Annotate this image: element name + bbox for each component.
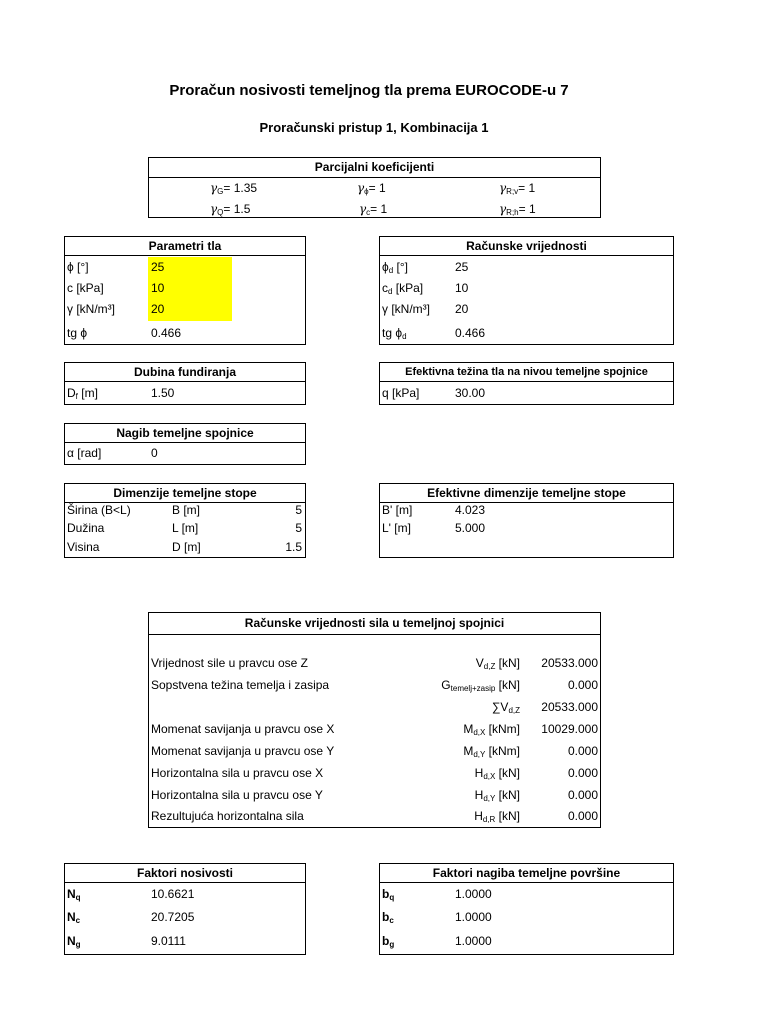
page-subtitle: Proračunski pristup 1, Kombinacija 1 [259,120,489,135]
dim-length-unit: L [m] [172,521,199,535]
gamma-phi-value: 1 [379,181,386,195]
bc-label: $b_c$ [382,910,394,925]
bc-value: 1.0000 [455,910,492,924]
design-gamma-value: 20 [455,302,469,316]
force-vz-symbol: $V_{d,Z}$ [kN] [475,656,520,671]
gamma-q-value: 1.5 [233,202,251,216]
design-values-header: Računske vrijednosti [379,236,674,256]
eff-width-unit: B' [m] [382,503,413,517]
dim-length-value: 5 [295,521,302,535]
soil-parameters-header: Parametri tla [64,236,306,256]
nc-value: 20.7205 [151,910,195,924]
nq-label: $N_q$ [67,887,81,902]
design-gamma-label: γ [kN/m³] [382,302,430,316]
design-c-label: $c_d$ [kPa] [382,281,424,296]
design-phi-label: $\phi_d$ [°] [382,260,408,275]
eff-width-value: 4.023 [455,503,486,517]
force-sum-symbol: $\sum V_{d,Z}$ [491,700,520,715]
force-hr-symbol: $H_{d,R}$ [kN] [474,809,520,824]
foundation-depth-value: 1.50 [151,386,175,400]
dim-length-name: Dužina [67,521,105,535]
soil-c-label: c [kPa] [67,281,104,295]
page-title: Proračun nosivosti temeljnog tla prema EUROCODE-u 7 [169,82,569,99]
gamma-c-label: $\gamma_c= 1$ [359,202,388,217]
design-tg-value: 0.466 [455,326,486,340]
soil-phi-label: ϕ [°] [67,260,89,274]
soil-gamma-label: γ [kN/m³] [67,302,115,316]
nc-label: $N_c$ [67,910,81,925]
dim-height-unit: D [m] [172,540,201,554]
force-my-symbol: $M_{d,Y}$ [kNm] [463,744,520,759]
force-hy-value: 0.000 [567,788,598,802]
effective-dimensions-box [379,502,674,558]
design-forces-header: Računske vrijednosti sila u temeljnoj spojnici [148,612,601,635]
dim-width-value: 5 [295,503,302,517]
nq-value: 10.6621 [151,887,195,901]
design-phi-value: 25 [455,260,469,274]
foundation-depth-label: $D_f$ [m] [67,386,98,401]
force-mx-symbol: $M_{d,X}$ [kNm] [463,722,520,737]
partial-coefficients-header: Parcijalni koeficijenti [148,157,601,178]
eff-length-value: 5.000 [455,521,486,535]
force-vz-name: Vrijednost sile u pravcu ose Z [151,656,308,670]
force-hx-symbol: $H_{d,X}$ [kN] [474,766,520,781]
bg-label: $b_g$ [382,934,395,949]
foundation-depth-box [64,381,306,405]
foundation-depth-header: Dubina fundiranja [64,362,306,382]
force-g-symbol: $G_{temelj+zasip}$ [kN] [441,678,520,693]
bg-value: 1.0000 [455,934,492,948]
force-g-value: 0.000 [567,678,598,692]
force-hy-symbol: $H_{d,Y}$ [kN] [474,788,520,803]
base-slope-header: Nagib temeljne spojnice [64,423,306,443]
gamma-rh-value: 1 [528,202,536,216]
force-hx-name: Horizontalna sila u pravcu ose X [151,766,324,780]
gamma-g-label: $\gamma_G= 1.35$ [210,181,258,196]
inclination-factors-box [379,882,674,955]
gamma-rh-label: $\gamma_{R;h}= 1$ [499,202,536,217]
force-mx-name: Momenat savijanja u pravcu ose X [151,722,335,736]
force-mx-value: 10029.000 [541,722,598,736]
dim-width-unit: B [m] [172,503,201,517]
gamma-q-label: $\gamma_Q= 1.5$ [210,202,251,217]
gamma-c-value: 1 [380,202,388,216]
inclination-factors-header: Faktori nagiba temeljne površine [379,863,674,883]
bq-label: $b_q$ [382,887,395,902]
design-c-value: 10 [455,281,469,295]
base-slope-label: α [rad] [67,446,102,460]
soil-tg-value: 0.466 [151,326,182,340]
dim-height-value: 1.5 [285,540,302,554]
force-hx-value: 0.000 [567,766,598,780]
bearing-factors-header: Faktori nosivosti [64,863,306,883]
force-hr-value: 0.000 [567,809,598,823]
gamma-rv-label: $\gamma_{R;v}= 1$ [499,181,536,196]
design-tg-label: tg $\phi_d$ [382,326,407,341]
force-sum-value: 20533.000 [541,700,598,714]
soil-c-value[interactable]: 10 [151,281,165,295]
effective-weight-header: Efektivna težina tla na nivou temeljne spojnice [379,362,674,382]
effective-dimensions-header: Efektivne dimenzije temeljne stope [379,483,674,503]
soil-gamma-value[interactable]: 20 [151,302,165,316]
ng-label: $N_g$ [67,934,81,949]
dim-width-name: Širina (B<L) [67,503,131,517]
effective-weight-box [379,381,674,405]
eff-length-unit: L' [m] [382,521,411,535]
soil-phi-value[interactable]: 25 [151,260,165,274]
soil-tg-label: tg ϕ [67,326,88,340]
ng-value: 9.0111 [151,934,186,948]
force-hr-name: Rezultujuća horizontalna sila [151,809,304,823]
dim-height-name: Visina [67,540,100,554]
footing-dimensions-header: Dimenzije temeljne stope [64,483,306,503]
force-g-name: Sopstvena težina temelja i zasipa [151,678,330,692]
gamma-rv-value: 1 [528,181,536,195]
design-values-box [379,255,674,345]
base-slope-value: 0 [151,446,158,460]
gamma-g-value: 1.35 [233,181,258,195]
force-hy-name: Horizontalna sila u pravcu ose Y [151,788,323,802]
effective-weight-value: 30.00 [455,386,486,400]
gamma-phi-label: $\gamma_\phi= 1$ [357,181,386,196]
force-vz-value: 20533.000 [541,656,598,670]
effective-weight-label: q [kPa] [382,386,420,400]
force-my-name: Momenat savijanja u pravcu ose Y [151,744,335,758]
force-my-value: 0.000 [567,744,598,758]
bq-value: 1.0000 [455,887,492,901]
